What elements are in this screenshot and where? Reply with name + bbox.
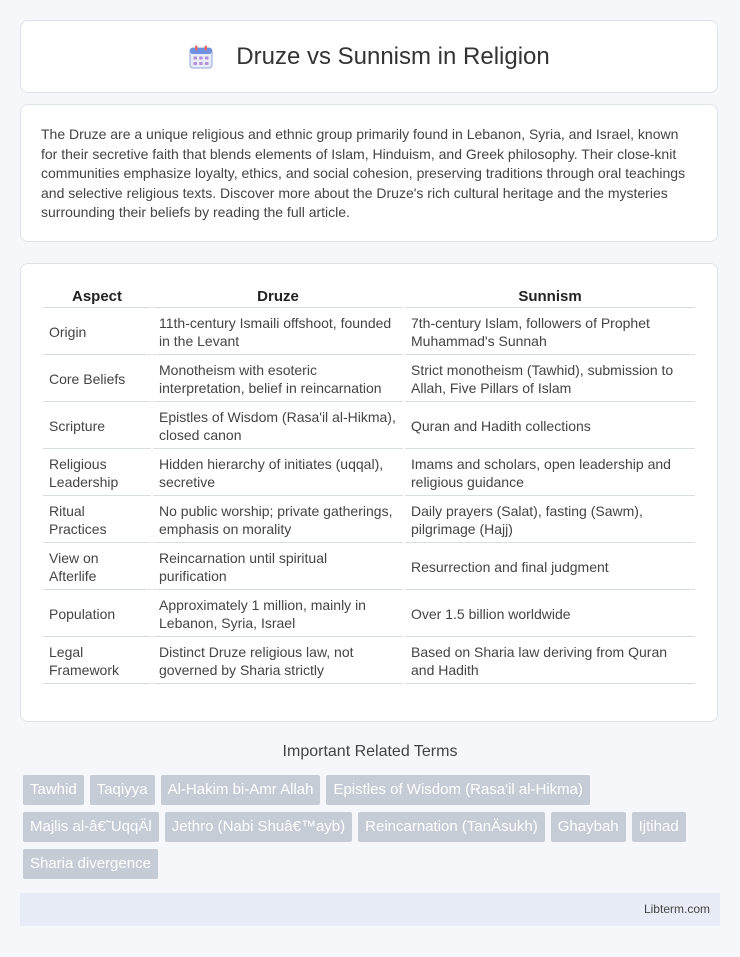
cell-druze: Monotheism with esoteric interpretation, belief in reincarnation <box>153 357 403 402</box>
table-header-row <box>43 284 695 308</box>
column-header-sunnism: Sunnism <box>405 284 695 308</box>
intro-text: The Druze are a unique religious and ethnic group primarily found in Lebanon, Syria, and Israel, known for their secretive faith that blends elements of Islam, Hinduism, and Greek philosophy. Their close-knit communities emphasize loyalty, ethics, and social cohesion, preserving traditions through oral teachings and selective religious texts. Discover more about the Druze's rich cultural heritage and the mysteries surrounding their beliefs by reading the full article. <box>41 126 686 220</box>
cell-sunnism: Quran and Hadith collections <box>405 404 695 449</box>
cell-druze: Hidden hierarchy of initiates (uqqal), secretive <box>153 451 403 496</box>
footer-site-link[interactable]: Libterm.com <box>643 902 710 916</box>
related-term-tag[interactable]: Reincarnation (TanÄsukh) <box>358 812 545 842</box>
calendar-icon <box>188 44 214 70</box>
table-row <box>43 357 695 402</box>
cell-druze: Distinct Druze religious law, not governed by Sharia strictly <box>153 639 403 684</box>
cell-aspect: Origin <box>43 310 151 355</box>
table-row <box>43 310 695 355</box>
related-term-tag[interactable]: Majlis al-â€˜UqqÄl <box>23 812 159 842</box>
cell-sunnism: Resurrection and final judgment <box>405 545 695 590</box>
cell-sunnism: Over 1.5 billion worldwide <box>405 592 695 637</box>
related-term-tag[interactable]: Taqiyya <box>90 775 155 805</box>
table-row <box>43 639 695 684</box>
related-term-tag[interactable]: Jethro (Nabi Shuâ€™ayb) <box>165 812 352 842</box>
table-row <box>43 545 695 590</box>
related-term-tag[interactable]: Ghaybah <box>551 812 626 842</box>
column-header-aspect: Aspect <box>43 284 151 308</box>
footer <box>20 893 720 926</box>
table-row <box>43 404 695 449</box>
cell-sunnism: 7th-century Islam, followers of Prophet Muhammad's Sunnah <box>405 310 695 355</box>
cell-druze: No public worship; private gatherings, emphasis on morality <box>153 498 403 543</box>
column-header-druze: Druze <box>153 284 403 308</box>
related-term-tag[interactable]: Ijtihad <box>632 812 686 842</box>
cell-sunnism: Strict monotheism (Tawhid), submission to Allah, Five Pillars of Islam <box>405 357 695 402</box>
cell-aspect: Legal Framework <box>43 639 151 684</box>
cell-aspect: Population <box>43 592 151 637</box>
comparison-table <box>41 282 697 686</box>
related-term-tag[interactable]: Epistles of Wisdom (Rasa'il al-Hikma) <box>326 775 590 805</box>
header-card <box>20 20 718 93</box>
cell-druze: 11th-century Ismaili offshoot, founded in the Levant <box>153 310 403 355</box>
cell-aspect: View on Afterlife <box>43 545 151 590</box>
table-row <box>43 498 695 543</box>
page-title: Druze vs Sunnism in Religion <box>236 42 550 70</box>
related-terms-title: Important Related Terms <box>282 743 458 760</box>
table-row <box>43 592 695 637</box>
related-term-tag[interactable]: Sharia divergence <box>23 849 158 879</box>
cell-druze: Approximately 1 million, mainly in Lebanon, Syria, Israel <box>153 592 403 637</box>
table-row <box>43 451 695 496</box>
cell-aspect: Ritual Practices <box>43 498 151 543</box>
cell-sunnism: Imams and scholars, open leadership and religious guidance <box>405 451 695 496</box>
cell-druze: Reincarnation until spiritual purification <box>153 545 403 590</box>
cell-aspect: Religious Leadership <box>43 451 151 496</box>
cell-sunnism: Daily prayers (Salat), fasting (Sawm), pilgrimage (Hajj) <box>405 498 695 543</box>
intro-card <box>20 104 718 242</box>
related-term-tag[interactable]: Tawhid <box>23 775 84 805</box>
related-terms-list <box>23 775 713 886</box>
cell-aspect: Core Beliefs <box>43 357 151 402</box>
cell-druze: Epistles of Wisdom (Rasa'il al-Hikma), closed canon <box>153 404 403 449</box>
cell-sunnism: Based on Sharia law deriving from Quran and Hadith <box>405 639 695 684</box>
cell-aspect: Scripture <box>43 404 151 449</box>
comparison-card <box>20 263 718 722</box>
related-term-tag[interactable]: Al-Hakim bi-Amr Allah <box>161 775 321 805</box>
